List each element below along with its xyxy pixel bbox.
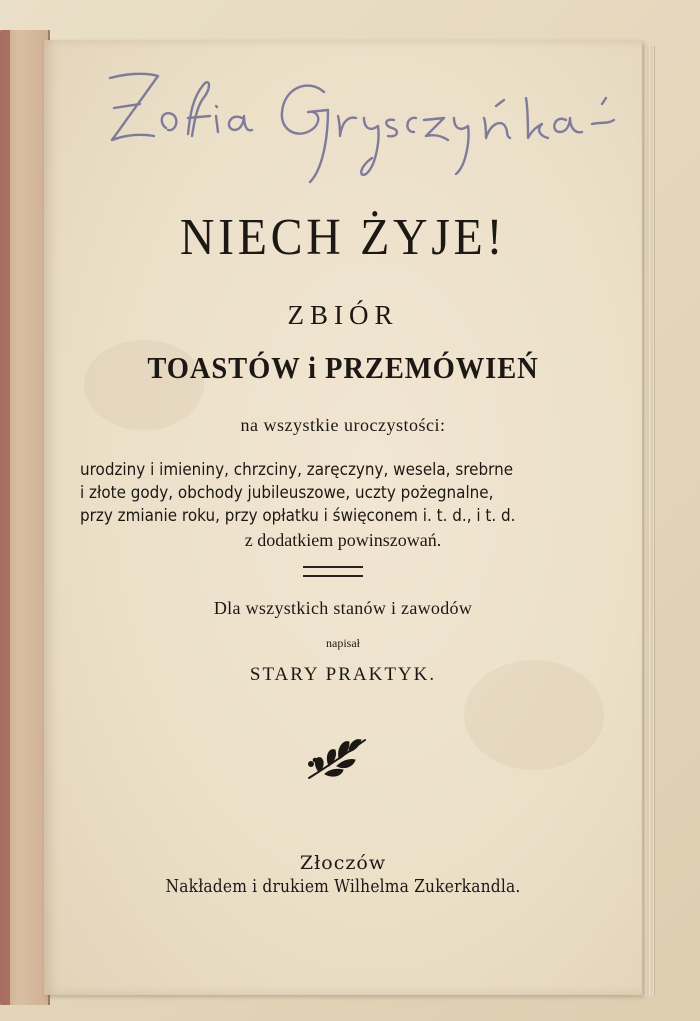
divider-rule: [303, 566, 363, 568]
leaf-ornament: [305, 734, 371, 782]
place-of-publication: Złoczów: [299, 852, 387, 874]
subtitle-toasts: TOASTÓW i PRZEMÓWIEŃ: [147, 350, 539, 385]
occasions-line: i złote gody, obchody jubileuszowe, uczty pożegnalne,: [80, 483, 494, 502]
author-name: STARY PRAKTYK.: [249, 664, 437, 685]
handwritten-signature: [92, 70, 632, 200]
occasions-line: przy zmianie roku, przy opłatku i święconem i. t. d., i t. d.: [80, 506, 516, 525]
occasions-intro: na wszystkie uroczystości:: [240, 415, 446, 435]
book-spine-cloth: [0, 30, 10, 1005]
divider-rule: [303, 575, 363, 577]
wrote-label: napisał: [326, 636, 360, 650]
publisher-line: Nakładem i drukiem Wilhelma Zukerkandla.: [165, 876, 521, 897]
subtitle-collection: ZBIÓR: [287, 300, 399, 330]
occasions-list: [80, 458, 564, 527]
occasions-line: urodziny i imieniny, chrzciny, zaręczyny, wesela, srebrne: [80, 460, 514, 479]
occasions-end: z dodatkiem powinszowań.: [244, 530, 442, 550]
book-title: NIECH ŻYJE!: [179, 209, 507, 266]
for-whom-line: Dla wszystkich stanów i zawodów: [213, 598, 473, 618]
